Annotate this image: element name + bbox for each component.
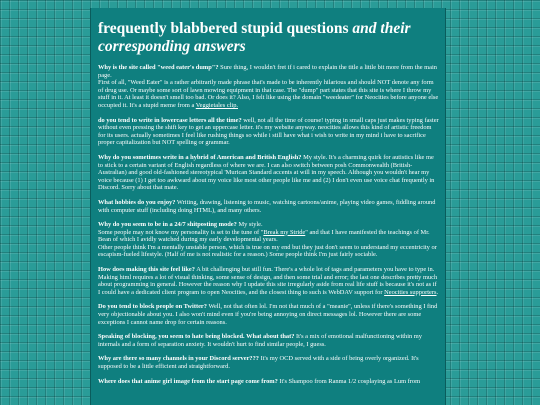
- faq-answer-paragraph: [98, 229, 439, 244]
- faq-answer: My style. It's a charming quirk for autistics like me to stick to a certain variant of English regardless of where we are. I can also switch between posh Commonwealth (British-Australian) and good old-fashioned stereotypical 'Murican Standard accents at will in my speech. Although you wouldn't hear my voice because (1) I get too awkward about my voice like most other people like me and (2) I don't even use voice chat frequently in Discord. Sorry about that mate.: [98, 153, 435, 192]
- faq-item: [98, 154, 439, 192]
- faq-item: [98, 355, 439, 370]
- faq-item: [98, 378, 439, 386]
- faq-answer: Writing, drawing, listening to music, watching cartoons/anime, playing video games, fiddling around with computer stuff (including doing HTML), and many others.: [98, 198, 436, 214]
- faq-answer: First of all, "Weed Eater" is a rather arbitrarily made phrase that's made to be inherently hilarious and should NOT denote any form of drug use. Or maybe some sort of lawn mowing equipment in that case. The "dump" part states that this site is where I throw my stuff in it. At least it doesn't smell too bad. Or does it? Also, I felt like using the domain "weedeater" for Neocities before anyone else occupied it. It's a stupid meme from a: [98, 79, 439, 109]
- content-panel: [90, 8, 446, 405]
- faq-question: Speaking of blocking, you seem to hate being blocked. What about that?: [98, 333, 295, 341]
- faq-item: [98, 199, 439, 214]
- faq-answer: It's my OCD served with a side of being overly organized. It's supposed to be a little efficient and straightforward.: [98, 355, 419, 370]
- faq-answer-paragraph: Other people think I'm a mentally unstable person, which is true on my end but they just don't seem to understand my eccentricity or escapism-fueled lifestyle. (Half of me is not realistic for a reason.) Some people think I'm just fairly sociable.: [98, 243, 437, 259]
- faq-item: [98, 64, 439, 110]
- faq-answer: A bit challenging but still fun. There's a whole lot of tags and parameters you have to type in. Making html requires a lot of visual thinking, some sense of design, and then some trial and error; the last one describes pretty much about programming in general. However the reason why I update this site irregularly aside from real life stuff is because it's not as if I could have a dedicated client program to open Neocities, and the closest thing to such is WebDAV support for: [98, 266, 438, 296]
- faq-question: Why do you seem to be in a 24/7 shitposting mode?: [98, 221, 237, 229]
- faq-answer: It's Shampoo from Ranma 1/2 cosplaying as Lum from: [279, 377, 421, 385]
- veggietales-link[interactable]: Veggietales clip.: [195, 101, 238, 109]
- faq-question: Where does that anime girl image from the start page come from?: [98, 377, 278, 385]
- faq-answer-paragraph: [98, 79, 439, 109]
- faq-question: Why is the site called "weed eater's dump"?: [98, 64, 219, 71]
- faq-answer: " and that I have manifested the teachings of Mr. Bean of which I avidly watched during my early developmental years.: [98, 228, 430, 244]
- faq-question: do you tend to write in lowercase letters all the time?: [98, 116, 242, 124]
- neocities-supporters-link[interactable]: Neocities supporters: [384, 288, 437, 296]
- faq-item: [98, 333, 439, 348]
- faq-question: Do you tend to block people on Twitter?: [98, 303, 207, 311]
- faq-answer: Some people may not know my personality is set to the tune of ": [98, 228, 264, 236]
- faq-answer: well, not all the time of course! typing in small caps just makes typing faster without even pressing the shift key to get an uppercase letter. it's my website anyway. neocities allows this kind of artistic freedom for its users. actually sometimes I feel like rushing things so while i still have what i wish to write in my mind i have to sacrifice proper capitalization but NOT spelling or grammar.: [98, 116, 439, 147]
- faq-answer: Well, not that often lol. I'm not that much of a "meanie", unless if there's something I find very objectionable about you. I also won't mind even if you're being annoying on direct messages lol. However there are some exceptions I cannot name drop for certain reasons.: [98, 303, 438, 326]
- faq-answer-end: .: [436, 288, 439, 296]
- page-title: [98, 20, 439, 56]
- faq-item: [98, 117, 439, 147]
- page-subtitle: and their corresponding answers: [98, 20, 411, 55]
- faq-item: [98, 266, 439, 296]
- faq-question: What hobbies do you enjoy?: [98, 198, 176, 206]
- faq-question: How does making this site feel like?: [98, 266, 195, 274]
- break-my-stride-link[interactable]: Break my Stride: [263, 228, 306, 236]
- faq-question: Why do you sometimes write in a hybrid of American and British English?: [98, 153, 302, 161]
- faq-answer: My style.: [238, 221, 263, 229]
- faq-answer: Sure thing, I wouldn't fret if i cared to explain the title a little bit more from the main page.: [98, 64, 437, 79]
- page-title-main: frequently blabbered stupid questions: [98, 20, 349, 37]
- faq-item: [98, 221, 439, 259]
- faq-question: Why are there so many channels in your Discord server???: [98, 355, 260, 363]
- faq-answer: It's a mix of emotional malfunctioning within my internals and a form of separation anxiety. It wouldn't hurt to find similar people, I guess.: [98, 333, 422, 348]
- faq-item: [98, 303, 439, 326]
